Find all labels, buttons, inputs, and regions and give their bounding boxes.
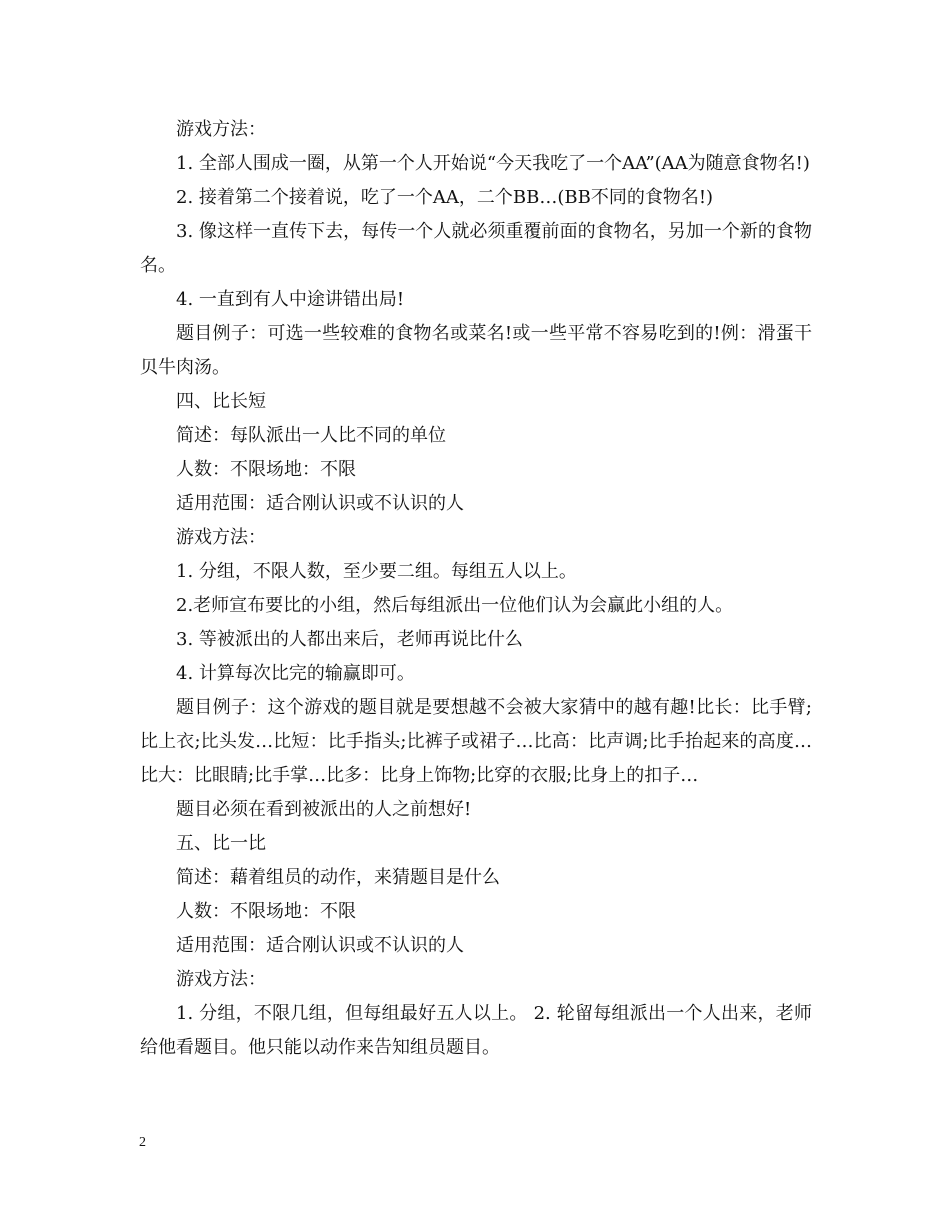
paragraph: 适用范围：适合刚认识或不认识的人: [176, 935, 464, 956]
page-number: 2: [139, 1135, 146, 1150]
paragraph: 游戏方法：: [176, 969, 266, 990]
paragraph: 游戏方法：: [176, 527, 266, 548]
paragraph: 适用范围：适合刚认识或不认识的人: [176, 493, 464, 514]
paragraph: 1. 全部人围成一圈，从第一个人开始说“今天我吃了一个AA”(AA为随意食物名!): [176, 153, 810, 174]
paragraph: 题目必须在看到被派出的人之前想好!: [176, 799, 472, 820]
paragraph: 2.老师宣布要比的小组，然后每组派出一位他们认为会赢此小组的人。: [176, 595, 734, 616]
paragraph: 1. 分组，不限人数，至少要二组。每组五人以上。: [176, 561, 577, 582]
paragraph: 3. 像这样一直传下去，每传一个人就必须重覆前面的食物名，另加一个新的食物名。: [140, 221, 812, 276]
paragraph: 4. 一直到有人中途讲错出局!: [176, 289, 405, 310]
paragraph: 简述：藉着组员的动作，来猜题目是什么: [176, 867, 500, 888]
paragraph: 简述：每队派出一人比不同的单位: [176, 425, 446, 446]
document-body: [140, 113, 812, 1065]
paragraph: 题目例子：这个游戏的题目就是要想越不会被大家猜中的越有趣!比长：比手臂;比上衣;比头发…比短：比手指头;比裤子或裙子…比高：比声调;比手抬起来的高度…比大：比眼睛;比手掌…比多：比身上饰物;比穿的衣服;比身上的扣子…: [140, 697, 812, 786]
section-heading: 四、比长短: [176, 391, 266, 412]
paragraph: 4. 计算每次比完的输赢即可。: [176, 663, 415, 684]
section-heading: 五、比一比: [176, 833, 266, 854]
paragraph: 2. 接着第二个接着说，吃了一个AA，二个BB…(BB不同的食物名!): [176, 187, 714, 208]
paragraph: 人数：不限场地：不限: [176, 459, 356, 480]
paragraph: 人数：不限场地：不限: [176, 901, 356, 922]
paragraph: 1. 分组，不限几组，但每组最好五人以上。 2. 轮留每组派出一个人出来，老师给他看题目。他只能以动作来告知组员题目。: [140, 1003, 812, 1058]
paragraph: 题目例子：可选一些较难的食物名或菜名!或一些平常不容易吃到的!例：滑蛋干贝牛肉汤。: [140, 323, 812, 378]
paragraph: 游戏方法：: [176, 119, 266, 140]
paragraph: 3. 等被派出的人都出来后，老师再说比什么: [176, 629, 523, 650]
